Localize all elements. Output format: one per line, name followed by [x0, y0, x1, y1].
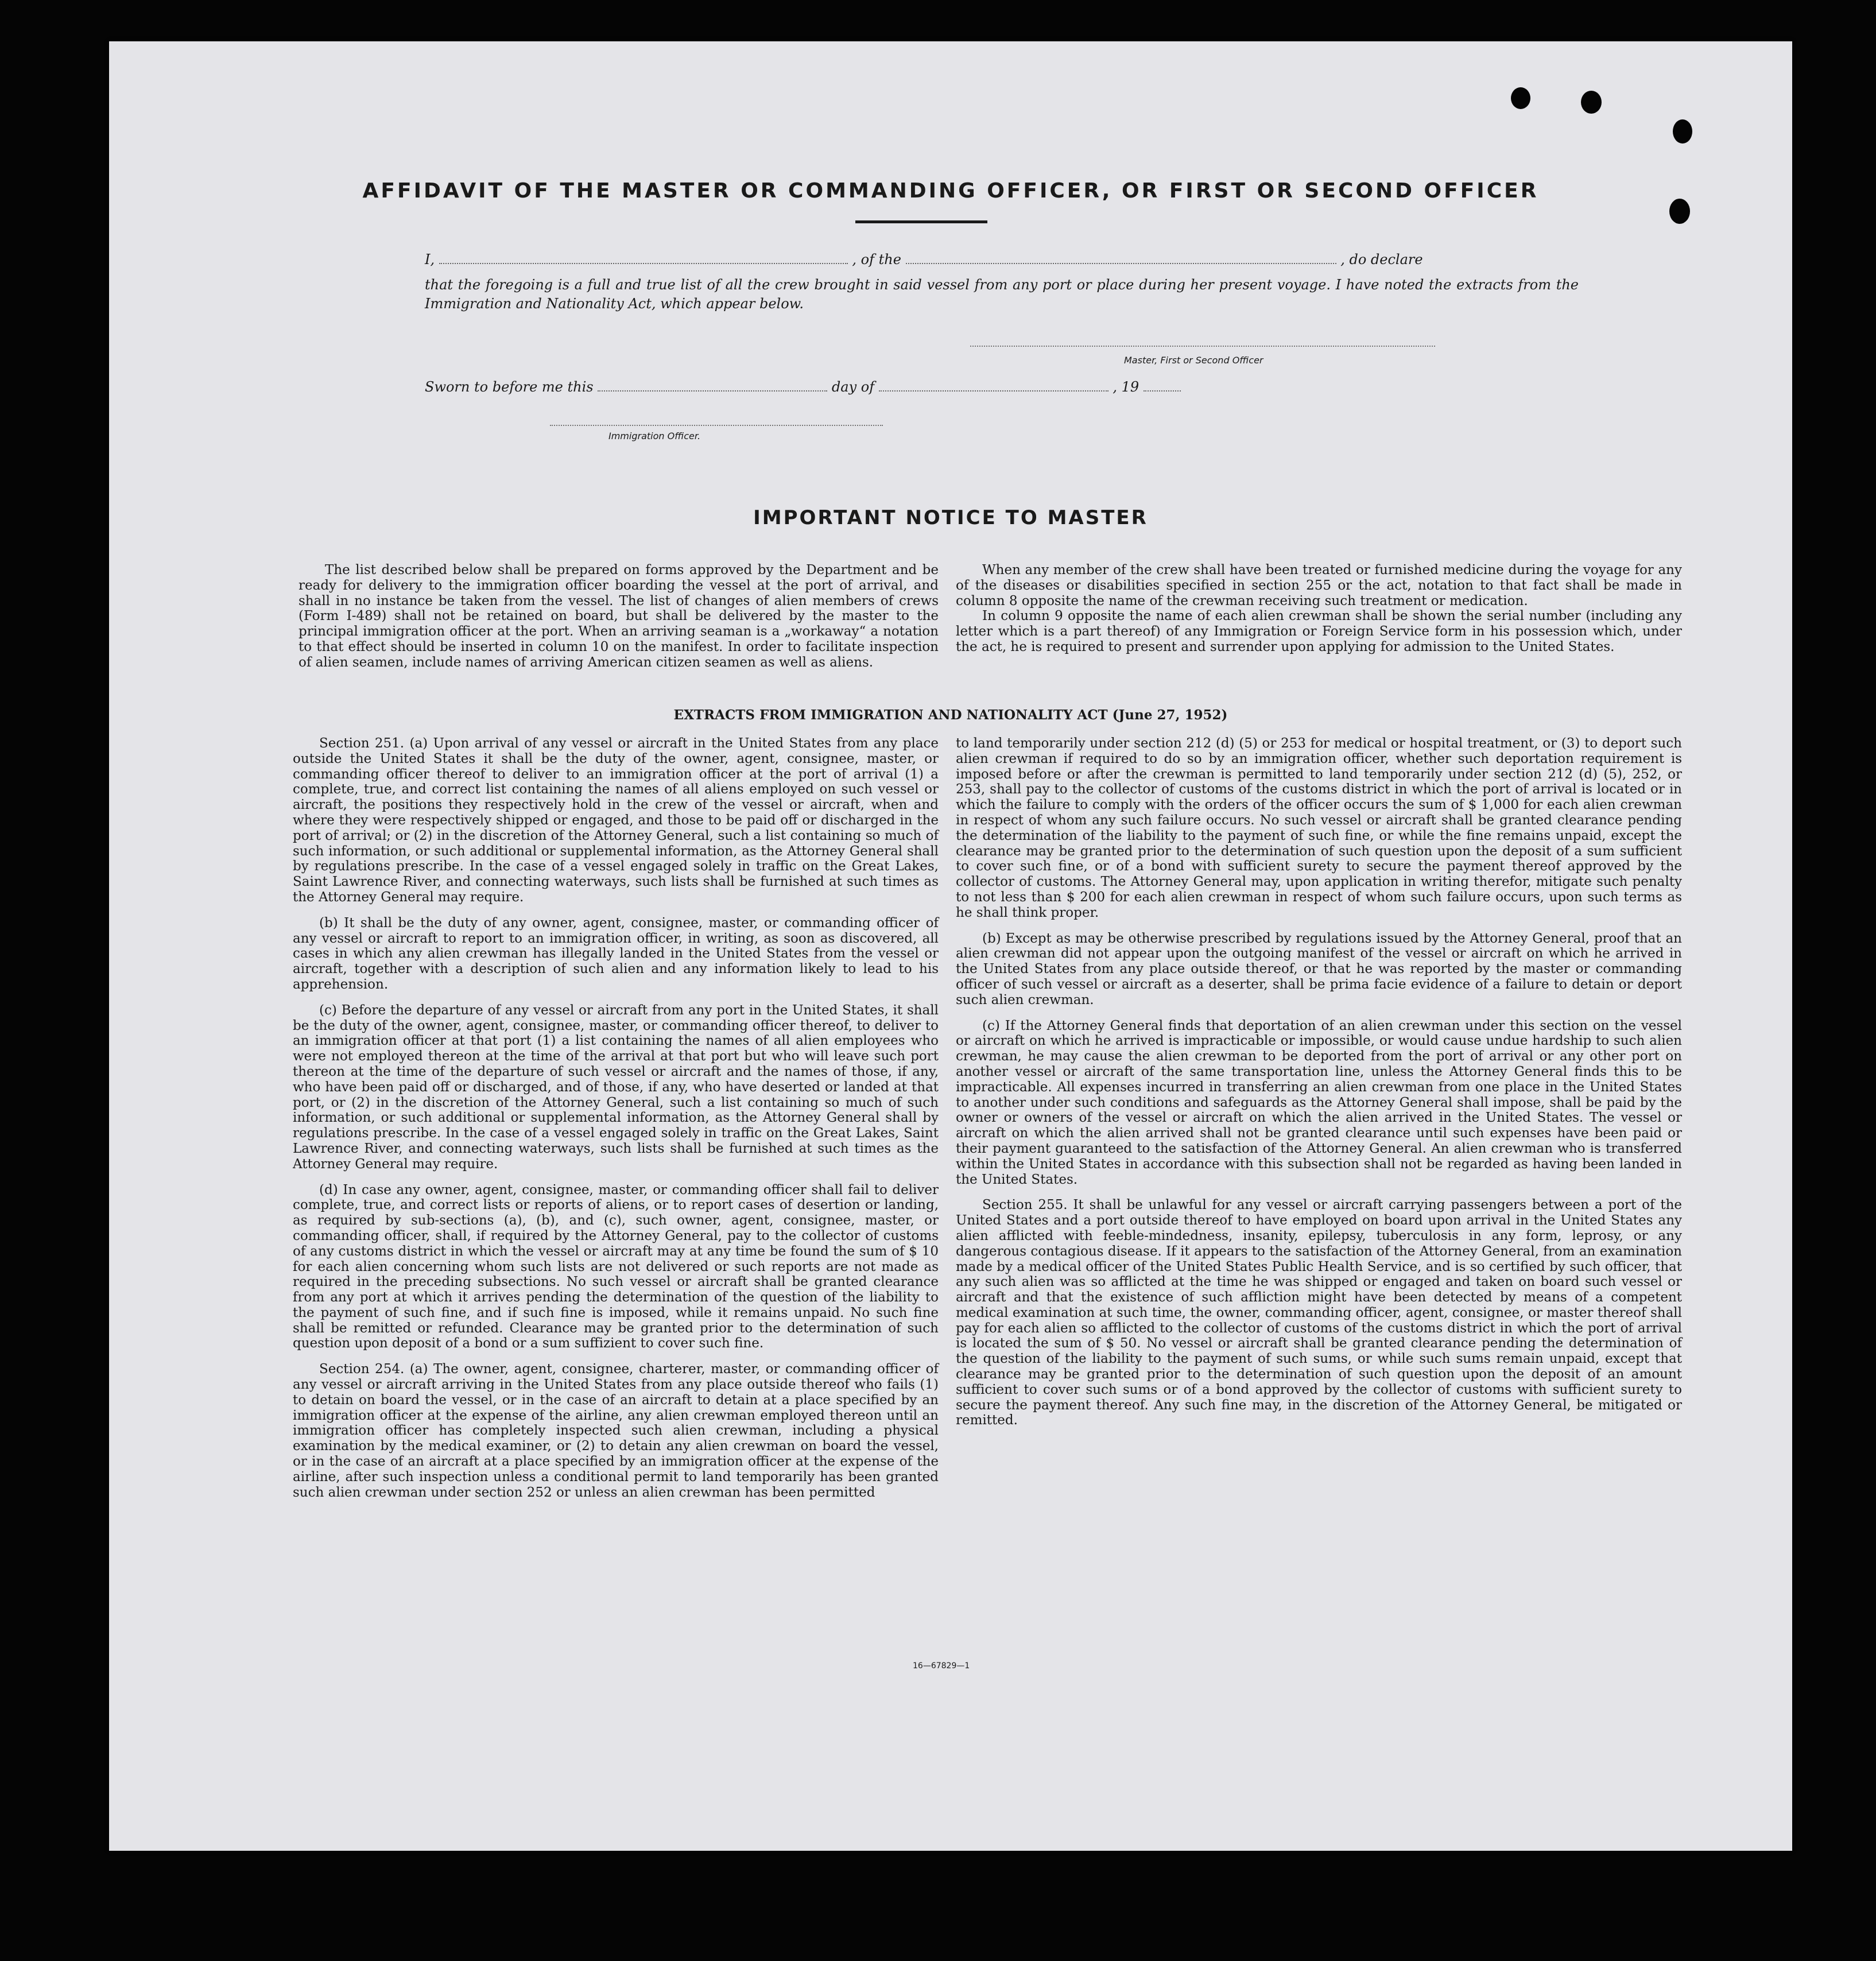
- extracts-left-column: [293, 736, 939, 1510]
- extract-paragraph: to land temporarily under section 212 (d) (5) or 253 for medical or hospital treatment, or (3) to deport such alien crewman if required to do so by an immigration officer, whether such deportation requirement is imposed before or after the crewman is permitted to land temporarily under section 212 (d) (5), 252, or 253, shall pay to the collector of customs of the customs district in which the port of arrival is located or in which the failure to comply with the orders of the officer occurs the sum of $ 1,000 for each alien crewman in respect of whom any such failure occurs. No such vessel or aircraft shall be granted clearance pending the determination of the liability to the payment of such fine, or while the fine remains unpaid, except the clearance may be granted prior to the determination of such question upon the deposit of a sum sufficient to cover such fine, or of a bond with sufficient surety to secure the payment thereof approved by the collector of customs. The Attorney General may, upon application in writing therefor, mitigate such penalty to not less than $ 200 for each alien crewman in respect of whom such failure occurs, upon such terms as he shall think proper.: [956, 736, 1682, 920]
- notice-title: IMPORTANT NOTICE TO MASTER: [753, 506, 1148, 529]
- year-label: , 19: [1113, 379, 1139, 395]
- notice-left-column: [299, 563, 939, 681]
- notice-right-column: [956, 563, 1682, 665]
- extracts-right-column: [956, 736, 1682, 1439]
- extract-paragraph: (d) In case any owner, agent, consignee, master, or commanding officer shall fail to deliver complete, true, and correct lists or reports of aliens, or to report cases of desertion or landing, as required by sub-sections (a), (b), and (c), such owner, agent, consignee, master, or commanding officer, shall, if required by the Attorney General, pay to the collector of customs of any customs district in which the vessel or aircraft may at any time be found the sum of $ 10 for each alien concerning whom such lists are not delivered or such reports are not made as required in the preceding subsections. No such vessel or aircraft shall be granted clearance from any port at which it arrives pending the determination of the question of the liability to the payment of such fine, and if such fine is imposed, while it remains unpaid. No such fine shall be remitted or refunded. Clearance may be granted prior to the determination of such question upon deposit of a bond or a sum suffizient to cover such fine.: [293, 1182, 939, 1351]
- vessel-blank: [906, 251, 1336, 264]
- declaration-line: [425, 251, 1579, 268]
- extract-paragraph: (c) Before the departure of any vessel or aircraft from any port in the United States, it shall be the duty of the owner, agent, consignee, master, or commanding officer thereof, to deliver to an immigration officer at that port (1) a list containing the names of all alien employees who were not employed thereon at the time of the arrival at that port but who will leave such port thereon at the time of the departure of such vessel or aircraft and the names of those, if any, who have been paid off or discharged, and of those, if any, who have deserted or landed at that port, or (2) in the discretion of the Attorney General, such a list containing so much of such information, or such additional or supplemental information, as the Attorney General shall by regulations prescribe. In the case of a vessel engaged solely in traffic on the Great Lakes, Saint Lawrence River, and connecting waterways, such lists shall be furnished at such times as the Attorney General may require.: [293, 1002, 939, 1172]
- declaration-i: I,: [425, 251, 435, 268]
- extract-paragraph: (b) Except as may be otherwise prescribed by regulations issued by the Attorney General, proof that an alien crewman did not appear upon the outgoing manifest of the vessel or aircraft on which he arrived in the United States from any place outside thereof, or that he was reported by the master or commanding officer of such vessel or aircraft as a deserter, shall be prima facie evidence of a failure to detain or deport such alien crewman.: [956, 931, 1682, 1007]
- officer-signature-line: [550, 425, 883, 426]
- immigration-officer-label: Immigration Officer.: [608, 431, 701, 441]
- name-blank: [439, 251, 848, 264]
- year-blank: [1144, 379, 1181, 392]
- punch-hole: [1673, 119, 1692, 144]
- punch-hole: [1581, 91, 1602, 114]
- extract-paragraph: (b) It shall be the duty of any owner, agent, consignee, master, or commanding officer of any vessel or aircraft to report to an immigration officer, in writing, as soon as discovered, all cases in which any alien crewman has illegally landed in the United States from the vessel or aircraft, together with a description of such alien and any information likely to lead to his apprehension.: [293, 915, 939, 992]
- notice-paragraph: The list described below shall be prepared on forms approved by the Department and be ready for delivery to the immigration officer boarding the vessel at the port of arrival, and shall in no instance be taken from the vessel. The list of changes of alien members of crews (Form I-489) shall not be retained on board, but shall be delivered by the master to the principal immigration officer at the port. When an arriving seaman is a „workaway“ a notation to that effect should be inserted in column 10 on the manifest. In order to facilitate inspection of alien seamen, include names of arriving American citizen seamen as well as aliens.: [299, 563, 939, 670]
- notice-paragraph: When any member of the crew shall have been treated or furnished medicine during the voyage for any of the diseases or disabilities specified in section 255 or the act, notation to that fact shall be made in column 8 opposite the name of the crewman receiving such treatment or medication.: [956, 563, 1682, 609]
- extract-paragraph: Section 254. (a) The owner, agent, consignee, charterer, master, or commanding officer of any vessel or aircraft arriving in the United States from any place outside thereof who fails (1) to detain on board the vessel, or in the case of an aircraft to detain at a place specified by an immigration officer at the expense of the airline, any alien crewman employed thereon until an immigration officer has completely inspected such alien crewman, including a physical examination by the medical examiner, or (2) to detain any alien crewman on board the vessel, or in the case of an aircraft at a place specified by an immigration officer at the expense of the airline, after such inspection unless a conditional permit to land temporarily has been granted such alien crewman under section 252 or unless an alien crewman has been permitted: [293, 1362, 939, 1500]
- extract-paragraph: (c) If the Attorney General finds that deportation of an alien crewman under this section on the vessel or aircraft on which he arrived is impracticable or impossible, or would cause undue hardship to such alien crewman, he may cause the alien crewman to be deported from the port of arrival or any other port on another vessel or aircraft of the same transportation line, unless the Attorney General finds this to be impracticable. All expenses incurred in transferring an alien crewman from one place in the United States to another under such conditions and safeguards as the Attorney General shall impose, shall be paid by the owner or owners of the vessel or aircraft on which the alien arrived in the United States. The vessel or aircraft on which the alien arrived shall not be granted clearance until such expenses have been paid or their payment guaranteed to the satisfaction of the Attorney General. An alien crewman who is transferred within the United States in accordance with this subsection shall not be regarded as having been landed in the United States.: [956, 1018, 1682, 1187]
- month-blank: [879, 379, 1108, 392]
- title-rule: [855, 220, 987, 223]
- master-signature-line: [970, 346, 1435, 347]
- notice-paragraph: In column 9 opposite the name of each alien crewman shall be shown the serial number (including any letter which is a part thereof) of any Immigration or Foreign Service form in his possession which, under the act, he is required to present and surrender upon applying for admission to the United States.: [956, 609, 1682, 654]
- punch-hole: [1511, 87, 1530, 109]
- extracts-title: EXTRACTS FROM IMMIGRATION AND NATIONALITY ACT (June 27, 1952): [673, 707, 1228, 723]
- affidavit-title: AFFIDAVIT OF THE MASTER OR COMMANDING OFFICER, OR FIRST OR SECOND OFFICER: [362, 179, 1539, 203]
- form-number: 16—67829—1: [913, 1661, 970, 1671]
- extract-paragraph: Section 255. It shall be unlawful for any vessel or aircraft carrying passengers between a port of the United States and a port outside thereof to have employed on board upon arrival in the United States any alien afflicted with feeble-mindedness, insanity, epilepsy, tuberculosis in any form, leprosy, or any dangerous contagious disease. If it appears to the satisfaction of the Attorney General, from an examination made by a medical officer of the United States Public Health Service, and is so certified by such officer, that any such alien was so afflicted at the time he was shipped or engaged and taken on board such vessel or aircraft and that the existence of such affliction might have been detected by means of a competent medical examination at such time, the owner, commanding officer, agent, consignee, or master thereof shall pay for each alien so afflicted to the collector of customs of the customs district in which the port of arrival is located the sum of $ 50. No vessel or aircraft shall be granted clearance pending the determination of the question of the liability to the payment of such sums, or while such sums remain unpaid, except that clearance may be granted prior to the determination of such question upon the deposit of an amount sufficient to cover such sums or of a bond approved by the collector of customs with sufficient surety to secure the payment thereof. Any such fine may, in the discretion of the Attorney General, be mitigated or remitted.: [956, 1197, 1682, 1428]
- master-label: Master, First or Second Officer: [1124, 355, 1263, 366]
- declaration-declare: , do declare: [1340, 251, 1423, 268]
- sworn-label: Sworn to before me this: [425, 379, 594, 395]
- declaration-of-the: , of the: [852, 251, 901, 268]
- sworn-line: [425, 379, 1181, 395]
- day-of-label: day of: [831, 379, 875, 395]
- extract-paragraph: Section 251. (a) Upon arrival of any vessel or aircraft in the United States from any place outside the United States it shall be the duty of the owner, agent, consignee, master, or commanding officer thereof to deliver to an immigration officer at the port of arrival (1) a complete, true, and correct list containing the names of all aliens employed on such vessel or aircraft, the positions they respectively hold in the crew of the vessel or aircraft, when and where they were respectively shipped or engaged, and those to be paid off or discharged in the port of arrival; or (2) in the discretion of the Attorney General, such a list containing so much of such information, or such additional or supplemental information, as the Attorney General shall by regulations prescribe. In the case of a vessel engaged solely in traffic on the Great Lakes, Saint Lawrence River, and connecting waterways, such lists shall be furnished at such times as the Attorney General may require.: [293, 736, 939, 905]
- document-page: [109, 41, 1792, 1851]
- sworn-day-blank: [598, 379, 827, 392]
- declaration-statement: that the foregoing is a full and true list of all the crew brought in said vessel from any port or place during her present voyage. I have noted the extracts from the Immigration and Nationality Act, which appear below.: [425, 277, 1579, 312]
